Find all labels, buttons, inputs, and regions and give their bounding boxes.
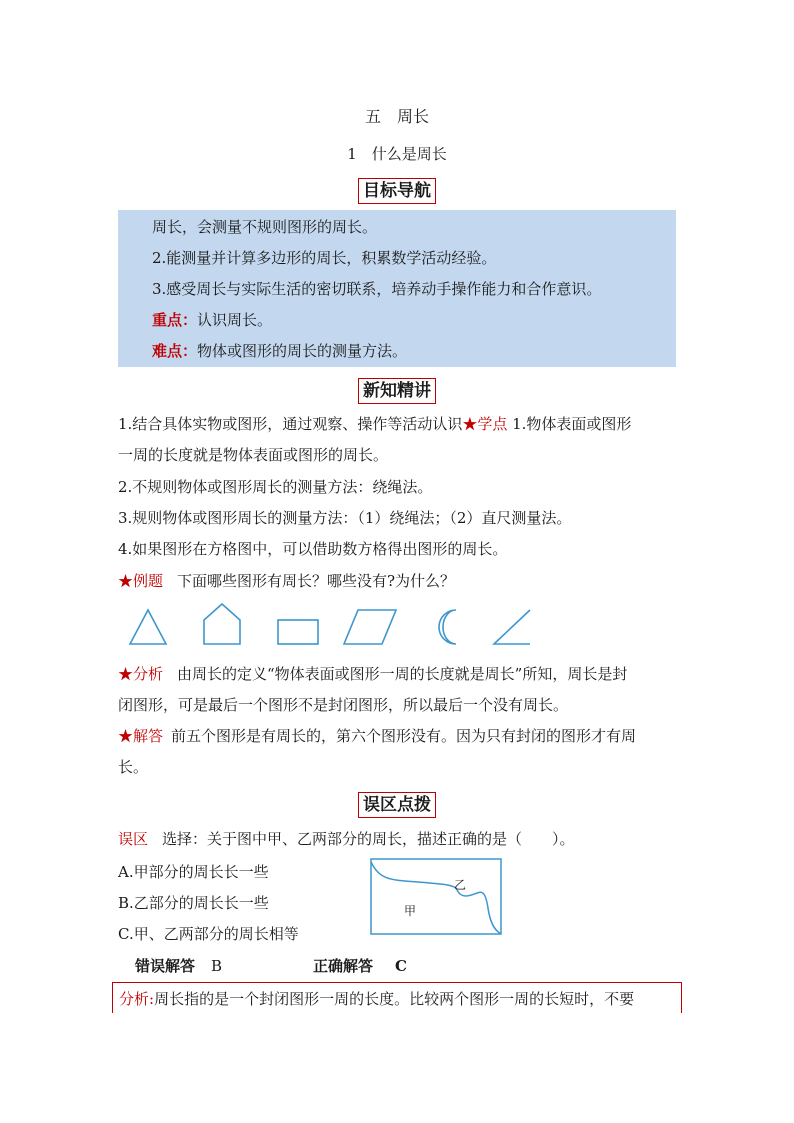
answer-line-1 — [118, 727, 636, 745]
answer-line-2: 长。 — [118, 758, 149, 776]
example-label: ★例题 — [118, 572, 164, 590]
option-c: C.甲、乙两部分的周长相等 — [118, 925, 299, 943]
analysis-line-1 — [118, 665, 627, 683]
mistake-analysis-box — [112, 982, 682, 1013]
mistake-analysis-label: 分析: — [119, 990, 155, 1008]
analysis-text-a: 由周长的定义“物体表面或图形一周的长度就是周长”所知，周长是封 — [177, 665, 628, 683]
mistake-question-line — [118, 830, 575, 848]
knowledge-line-1 — [118, 415, 631, 433]
answer-text-a: 前五个图形是有周长的，第六个图形没有。因为只有封闭的图形才有周 — [171, 727, 637, 745]
new-knowledge-heading-box — [358, 376, 436, 401]
label-jia: 甲 — [404, 904, 417, 918]
mistakes-heading-box — [358, 790, 436, 815]
mistake-label: 误区 — [118, 830, 149, 848]
right-answer-label: 正确解答 — [313, 957, 374, 975]
mistakes-heading: 误区点拨 — [358, 792, 436, 818]
wrong-answer — [135, 957, 222, 975]
lesson-title: 1 什么是周长 — [347, 145, 447, 163]
knowledge-line-4: 4.如果图形在方格图中，可以借助数方格得出图形的周长。 — [118, 540, 508, 558]
mistake-analysis-line — [119, 990, 634, 1008]
rectangle-shape — [278, 620, 318, 644]
knowledge-line-1a: 1.结合具体实物或图形，通过观察、操作等活动认识 — [118, 415, 463, 433]
analysis-line-2: 闭图形，可是最后一个图形不是封闭图形，所以最后一个没有周长。 — [118, 696, 569, 714]
goal-item-3: 3.感受周长与实际生活的密切联系，培养动手操作能力和合作意识。 — [152, 280, 602, 298]
knowledge-line-1c: 一周的长度就是物体表面或图形的周长。 — [118, 446, 389, 464]
goal-item-2: 2.能测量并计算多边形的周长，积累数学活动经验。 — [152, 249, 497, 267]
hard-point — [152, 342, 407, 360]
label-yi: 乙 — [454, 878, 467, 892]
option-b: B.乙部分的周长长一些 — [118, 894, 269, 912]
wrong-answer-label: 错误解答 — [135, 957, 196, 975]
right-answer-value: C — [395, 957, 407, 975]
triangle-shape — [130, 610, 166, 644]
pentagon-shape — [204, 604, 240, 644]
goals-panel — [118, 210, 676, 367]
option-a: A.甲部分的周长长一些 — [118, 863, 269, 881]
new-knowledge-heading: 新知精讲 — [358, 378, 436, 404]
analysis-label: ★分析 — [118, 665, 164, 683]
right-answer — [313, 957, 407, 975]
goals-heading: 目标导航 — [358, 178, 436, 204]
hard-point-label: 难点： — [152, 342, 198, 360]
answer-label: ★解答 — [118, 727, 164, 745]
hard-point-text: 物体或图形的周长的测量方法。 — [197, 342, 408, 360]
mistake-analysis-text: 周长指的是一个封闭图形一周的长度。比较两个图形一周的长短时，不要 — [154, 990, 635, 1008]
example-line — [118, 572, 455, 590]
parallelogram-shape — [344, 610, 396, 644]
mistake-question: 选择：关于图中甲、乙两部分的周长，描述正确的是（ ）。 — [162, 830, 575, 848]
crescent-shape — [439, 610, 456, 644]
example-shapes — [118, 598, 558, 650]
key-point-text: 认识周长。 — [197, 311, 273, 329]
key-point-label: 重点： — [152, 311, 198, 329]
jia-yi-figure — [370, 858, 502, 936]
xuedian-label: ★学点 — [462, 415, 508, 433]
knowledge-line-2: 2.不规则物体或图形周长的测量方法：绕绳法。 — [118, 478, 433, 496]
unit-title: 五 周长 — [364, 107, 429, 126]
knowledge-line-3: 3.规则物体或图形周长的测量方法：（1）绕绳法；（2）直尺测量法。 — [118, 509, 572, 527]
knowledge-line-1b: 1.物体表面或图形 — [507, 415, 632, 433]
goals-heading-box — [358, 176, 436, 201]
goal-item-1: 周长，会测量不规则图形的周长。 — [152, 218, 378, 236]
key-point — [152, 311, 272, 329]
wrong-answer-value: B — [211, 957, 223, 975]
example-question: 下面哪些图形有周长？哪些没有?为什么？ — [177, 572, 456, 590]
angle-shape — [494, 610, 530, 644]
